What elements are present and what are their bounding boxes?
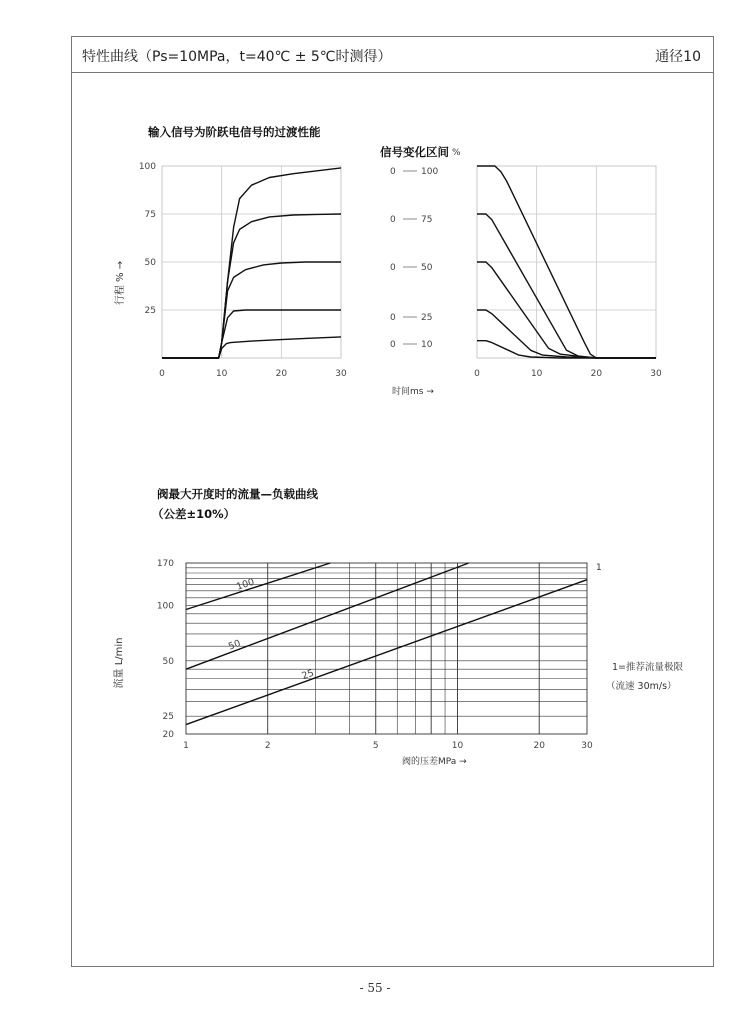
flow-load-curve-label: 100: [235, 576, 256, 593]
flow-load-x-tick-label: 20: [533, 741, 545, 751]
header-title: 特性曲线（Ps=10MPa，t=40℃ ± 5℃时测得）: [82, 49, 392, 65]
flow-legend-line-2: （流速 30m/s）: [606, 681, 677, 692]
c1-series-line-25: [162, 310, 341, 358]
flow-load-title: 阀最大开度时的流量—负载曲线: [157, 487, 318, 501]
decay-response-grid: [477, 166, 656, 358]
c1-y-tick-label: 50: [144, 258, 156, 268]
header-code: 通径10: [655, 49, 701, 65]
flow-load-y-tick-label: 50: [162, 656, 174, 667]
flow-load-series-line-100: [186, 563, 330, 609]
signal-range-rows: [390, 167, 438, 350]
c1-series-line-75: [162, 214, 341, 358]
step-response-title: 输入信号为阶跃电信号的过渡性能: [148, 125, 321, 139]
signal-range-unit: %: [452, 148, 461, 158]
flow-load-y-tick-label: 170: [156, 559, 174, 569]
c1-x-tick-label: 20: [275, 369, 288, 379]
c1-x-tick-label: 10: [215, 369, 228, 379]
step-response-chart: [113, 125, 347, 379]
signal-row-from: 0: [390, 167, 396, 177]
signal-row-from: 0: [390, 340, 396, 350]
c1-x-tick-label: 30: [335, 369, 347, 379]
c1-y-tick-label: 75: [144, 210, 156, 220]
c1-x-tick-label: 0: [159, 369, 165, 379]
step-response-ylabel: 行程 % →: [115, 260, 126, 306]
flow-load-y-tick-label: 20: [162, 730, 174, 740]
flow-load-chart: [112, 487, 684, 767]
c1-series-line-100: [162, 168, 341, 358]
flow-load-subtitle: （公差±10%）: [152, 507, 236, 521]
flow-limit-marker: 1: [596, 563, 602, 573]
signal-row-to: 10: [421, 340, 433, 350]
flow-load-series-line-50: [186, 563, 469, 669]
flow-load-x-tick-label: 5: [372, 741, 379, 751]
c2-x-tick-label: 20: [590, 369, 603, 379]
c2-x-tick-label: 30: [650, 369, 662, 379]
flow-load-series: [186, 563, 587, 725]
time-axis-label: 时间ms →: [392, 387, 434, 397]
c1-y-tick-label: 100: [138, 162, 156, 172]
signal-range-title: 信号变化区间: [380, 145, 449, 159]
signal-row-from: 0: [390, 215, 396, 225]
flow-load-y-tick-label: 25: [162, 712, 174, 723]
decay-response-ticks: [474, 369, 662, 379]
flow-load-series-line-25: [186, 580, 587, 725]
signal-row-from: 0: [390, 263, 396, 273]
c2-x-tick-label: 10: [530, 369, 543, 379]
signal-row-to: 50: [421, 263, 433, 273]
flow-load-x-tick-label: 2: [264, 741, 271, 751]
step-response-series: [162, 168, 341, 358]
flow-load-y-tick-label: 100: [156, 601, 174, 612]
page-number: - 55 -: [359, 981, 391, 995]
signal-row-to: 100: [421, 167, 439, 177]
signal-row-from: 0: [390, 313, 396, 323]
flow-load-x-tick-label: 30: [581, 741, 593, 751]
flow-load-ylabel: 流量 L/min: [114, 637, 125, 689]
flow-legend-line-1: 1=推荐流量极限: [612, 662, 684, 673]
decay-response-chart: [474, 166, 662, 379]
flow-load-curve-label: 25: [300, 667, 316, 683]
flow-load-x-tick-label: 10: [451, 741, 464, 751]
signal-row-to: 75: [421, 215, 433, 225]
c2-x-tick-label: 0: [474, 369, 480, 379]
flow-load-x-tick-label: 1: [183, 741, 189, 751]
signal-range-legend: [380, 145, 461, 397]
flow-load-xlabel: 阀的压差MPa →: [402, 757, 467, 767]
c1-series-line-10: [162, 337, 341, 358]
flow-load-curve-label: 50: [227, 637, 243, 653]
c1-y-tick-label: 25: [144, 306, 156, 316]
signal-row-to: 25: [421, 313, 433, 323]
